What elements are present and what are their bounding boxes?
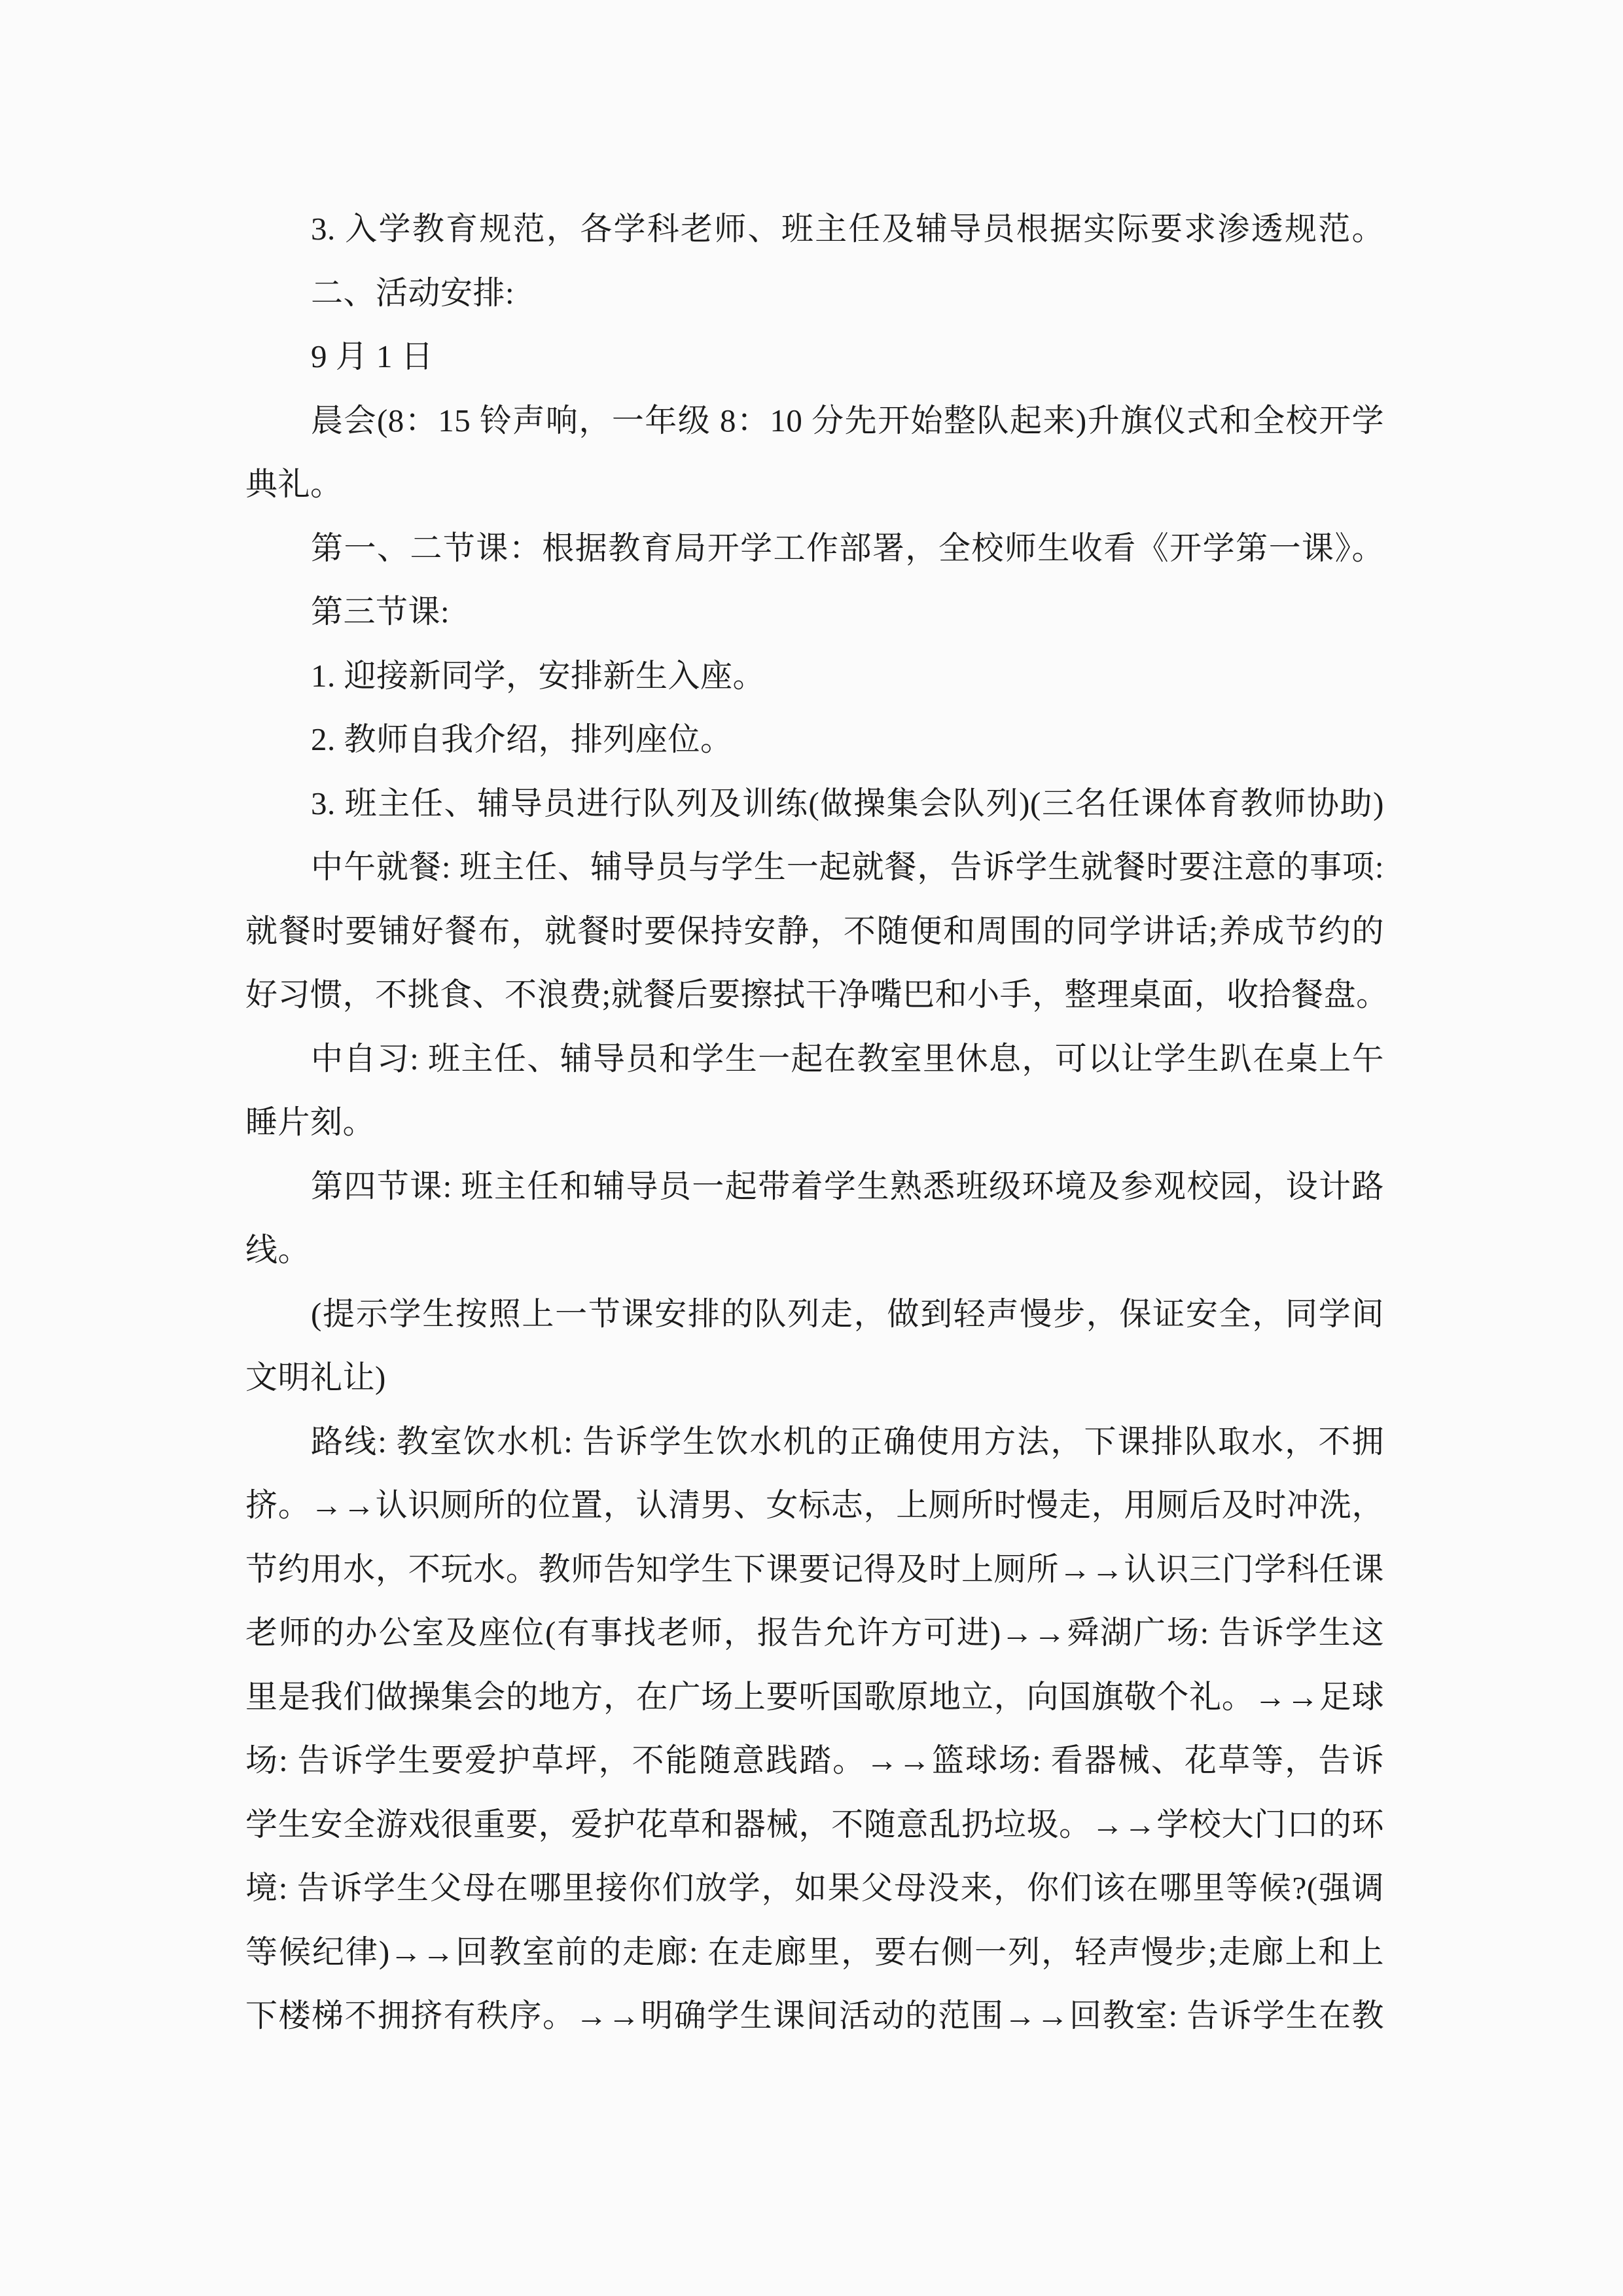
text-line: 下楼梯不拥挤有秩序。→→明确学生课间活动的范围→→回教室: 告诉学生在教: [245, 1998, 1384, 2034]
text-line: (提示学生按照上一节课安排的队列走，做到轻声慢步，保证安全，同学间: [311, 1295, 1384, 1332]
text-line: 线。: [245, 1232, 311, 1268]
text-line: 路线: 教室饮水机: 告诉学生饮水机的正确使用方法，下课排队取水，不拥: [311, 1423, 1384, 1460]
text-line: 文明礼让): [245, 1359, 386, 1395]
text-line: 节约用水，不玩水。教师告知学生下课要记得及时上厕所→→认识三门学科任课: [245, 1551, 1384, 1587]
document-body: [245, 197, 1389, 2048]
text-line: 里是我们做操集会的地方，在广场上要听国歌原地立，向国旗敬个礼。→→足球: [245, 1678, 1384, 1715]
text-line: 好习惯，不挑食、不浪费;就餐后要擦拭干净嘴巴和小手，整理桌面，收拾餐盘。: [245, 977, 1389, 1013]
text-line: 境: 告诉学生父母在哪里接你们放学，如果父母没来，你们该在哪里等候?(强调: [245, 1870, 1384, 1906]
text-line: 2. 教师自我介绍，排列座位。: [311, 721, 733, 757]
text-line: 中自习: 班主任、辅导员和学生一起在教室里休息，可以让学生趴在桌上午: [311, 1040, 1384, 1077]
text-line: 学生安全游戏很重要，爱护花草和器械，不随意乱扔垃圾。→→学校大门口的环: [245, 1806, 1384, 1842]
text-line: 就餐时要铺好餐布，就餐时要保持安静，不随便和周围的同学讲话;养成节约的: [245, 912, 1384, 949]
text-line: 第四节课: 班主任和辅导员一起带着学生熟悉班级环境及参观校园，设计路: [311, 1168, 1384, 1204]
text-line: 晨会(8：15 铃声响，一年级 8：10 分先开始整队起来)升旗仪式和全校开学: [311, 402, 1384, 439]
text-line: 场: 告诉学生要爱护草坪，不能随意践踏。→→篮球场: 看器械、花草等，告诉: [245, 1742, 1384, 1778]
text-line: 睡片刻。: [245, 1104, 376, 1140]
text-line: 挤。→→认识厕所的位置，认清男、女标志，上厕所时慢走，用厕后及时冲洗，: [245, 1487, 1384, 1523]
text-line: 典礼。: [245, 466, 343, 502]
text-line: 第三节课:: [311, 594, 450, 630]
text-line: 3. 班主任、辅导员进行队列及训练(做操集会队列)(三名任课体育教师协助): [311, 785, 1384, 821]
text-line: 第一、二节课：根据教育局开学工作部署，全校师生收看《开学第一课》。: [311, 529, 1384, 566]
text-line: 1. 迎接新同学，安排新生入座。: [311, 657, 766, 694]
text-line: 中午就餐: 班主任、辅导员与学生一起就餐，告诉学生就餐时要注意的事项:: [311, 849, 1384, 885]
text-line: 3. 入学教育规范，各学科老师、班主任及辅导员根据实际要求渗透规范。: [311, 211, 1384, 247]
text-line: 9 月 1 日: [311, 338, 434, 374]
text-line: 二、活动安排:: [311, 274, 515, 311]
text-line: 等候纪律)→→回教室前的走廊: 在走廊里，要右侧一列，轻声慢步;走廊上和上: [245, 1933, 1384, 1970]
text-line: 老师的办公室及座位(有事找老师，报告允许方可进)→→舜湖广场: 告诉学生这: [245, 1615, 1384, 1651]
